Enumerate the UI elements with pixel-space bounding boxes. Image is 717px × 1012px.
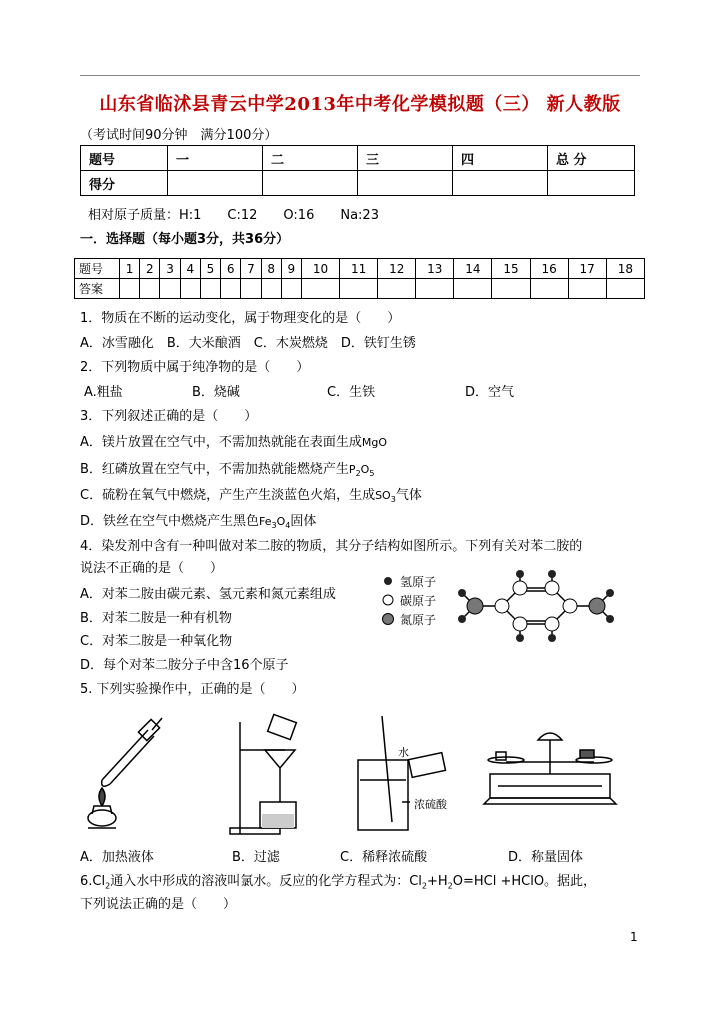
answer-cell[interactable] xyxy=(200,279,220,299)
q3-b-sub1: 2 xyxy=(355,469,361,479)
answer-label: 答案 xyxy=(75,279,120,299)
page-title: 山东省临沭县青云中学2013年中考化学模拟题（三） 新人教版 xyxy=(99,94,621,115)
filtration-icon xyxy=(230,714,296,834)
fig-label-water: 水 xyxy=(398,746,409,759)
q6-sub2: 2 xyxy=(421,881,427,891)
score-cell[interactable] xyxy=(548,171,635,196)
q5-label-d: D．称量固体 xyxy=(508,850,584,865)
q6-stem-line2: 下列说法正确的是（ ） xyxy=(80,897,237,912)
q3-b-sub2: 5 xyxy=(369,469,375,479)
answer-value-row xyxy=(75,279,645,299)
q6-sub1: 2 xyxy=(105,881,111,891)
q5-label-b: B．过滤 xyxy=(232,850,280,865)
q3-b-o: O xyxy=(360,463,370,476)
balance-icon xyxy=(484,733,616,804)
q3-d-sub1: 3 xyxy=(271,521,277,531)
fig-label-acid: 浓硫酸 xyxy=(414,798,447,811)
q3-c-so: SO xyxy=(375,489,391,502)
answer-number-cell: 5 xyxy=(200,259,220,279)
section1-title: 一．选择题（每小题3分，共36分） xyxy=(80,232,290,247)
legend-hydrogen: 氢原子 xyxy=(400,575,437,589)
answer-cell[interactable] xyxy=(160,279,180,299)
q3-c-sub: 3 xyxy=(390,495,396,505)
q3-d-o: O xyxy=(276,515,286,528)
answer-number-cell: 11 xyxy=(340,259,378,279)
answer-cell[interactable] xyxy=(180,279,200,299)
q3-stem: 3．下列叙述正确的是（ ） xyxy=(80,409,258,424)
q3-a-text: A．镁片放置在空气中，不需加热就能在表面生成 xyxy=(80,435,362,450)
q3-d-post: 固体 xyxy=(290,514,317,529)
q5-figures xyxy=(80,710,640,840)
q3-b-p: P xyxy=(348,463,356,476)
carbon-legend-icon xyxy=(383,595,393,605)
q1-stem: 1．物质在不断的运动变化，属于物理变化的是（ ） xyxy=(80,311,401,326)
score-row-label: 得分 xyxy=(81,171,168,196)
q2-option-d: D．空气 xyxy=(465,385,515,400)
q4-stem-line2: 说法不正确的是（ ） xyxy=(80,561,224,576)
nitrogen-legend-icon xyxy=(383,614,394,625)
answer-number-cell: 9 xyxy=(281,259,301,279)
q3-b-formula xyxy=(348,463,375,479)
answer-number-cell: 6 xyxy=(221,259,241,279)
q1-options: A．冰雪融化 B．大米酿酒 C．木炭燃烧 D．铁钉生锈 xyxy=(80,336,416,351)
hydrogen-legend-icon xyxy=(384,577,392,585)
score-value-row xyxy=(81,171,635,196)
q2-stem: 2．下列物质中属于纯净物的是（ ） xyxy=(80,360,310,375)
q5-label-c: C．稀释浓硫酸 xyxy=(340,850,428,865)
q3-option-a xyxy=(80,431,387,450)
score-cell[interactable] xyxy=(358,171,453,196)
dilute-acid-icon xyxy=(358,716,445,830)
answer-cell[interactable] xyxy=(301,279,339,299)
q3-option-c xyxy=(80,484,422,504)
score-header-cell: 四 xyxy=(453,146,548,171)
answer-cell[interactable] xyxy=(140,279,160,299)
q3-c-formula xyxy=(375,489,396,505)
heating-liquid-icon xyxy=(88,718,162,828)
q2-option-c: C．生铁 xyxy=(327,385,376,400)
score-cell[interactable] xyxy=(453,171,548,196)
molecule-figure xyxy=(380,568,660,646)
answer-cell[interactable] xyxy=(530,279,568,299)
answer-cell[interactable] xyxy=(378,279,416,299)
score-header-cell: 总 分 xyxy=(548,146,635,171)
q6-sub3: 2 xyxy=(447,881,453,891)
answer-number-cell: 2 xyxy=(140,259,160,279)
score-cell[interactable] xyxy=(168,171,263,196)
answer-number-cell: 1 xyxy=(120,259,140,279)
answer-cell[interactable] xyxy=(221,279,241,299)
q3-option-b xyxy=(80,458,374,478)
score-header-cell: 一 xyxy=(168,146,263,171)
q3-option-d xyxy=(80,510,316,530)
q5-label-a: A．加热液体 xyxy=(80,850,154,865)
answer-number-row xyxy=(75,259,645,279)
header-rule xyxy=(80,75,640,76)
q4-option-c: C．对苯二胺是一种氧化物 xyxy=(80,634,233,649)
answer-number-cell: 4 xyxy=(180,259,200,279)
answer-cell[interactable] xyxy=(340,279,378,299)
q2-option-a: A.粗盐 xyxy=(84,385,123,400)
bonds xyxy=(462,574,610,638)
answer-number-cell: 8 xyxy=(261,259,281,279)
legend-nitrogen: 氮原子 xyxy=(400,613,437,627)
q3-d-fe: Fe xyxy=(259,515,272,528)
exam-info: （考试时间90分钟 满分100分） xyxy=(80,128,278,143)
score-header-cell: 题号 xyxy=(81,146,168,171)
q4-option-b: B．对苯二胺是一种有机物 xyxy=(80,611,232,626)
answer-label: 题号 xyxy=(75,259,120,279)
answer-table xyxy=(74,258,645,299)
answer-cell[interactable] xyxy=(281,279,301,299)
q3-c-text: C．硫粉在氧气中燃烧，产生产生淡蓝色火焰，生成 xyxy=(80,488,376,503)
q5-stem: 5. 下列实验操作中，正确的是（ ） xyxy=(80,682,305,697)
score-header-row xyxy=(81,146,635,171)
q2-option-b: B．烧碱 xyxy=(192,385,240,400)
answer-number-cell: 16 xyxy=(530,259,568,279)
answer-cell[interactable] xyxy=(606,279,644,299)
q6-text-a: 6.Cl xyxy=(80,874,106,889)
answer-cell[interactable] xyxy=(454,279,492,299)
score-header-cell: 三 xyxy=(358,146,453,171)
q6-text-b: 通入水中形成的溶液叫氯水。反应的化学方程式为：Cl xyxy=(110,874,422,889)
answer-number-cell: 17 xyxy=(568,259,606,279)
q3-d-text: D．铁丝在空气中燃烧产生黑色 xyxy=(80,514,260,529)
answer-cell[interactable] xyxy=(568,279,606,299)
q6-stem-line1 xyxy=(80,870,596,891)
answer-number-cell: 10 xyxy=(301,259,339,279)
answer-cell[interactable] xyxy=(416,279,454,299)
score-cell[interactable] xyxy=(263,171,358,196)
q4-stem-line1: 4．染发剂中含有一种叫做对苯二胺的物质，其分子结构如图所示。下列有关对苯二胺的 xyxy=(80,539,583,554)
answer-cell[interactable] xyxy=(492,279,530,299)
answer-cell[interactable] xyxy=(241,279,261,299)
q3-b-text: B．红磷放置在空气中，不需加热就能燃烧产生 xyxy=(80,462,349,477)
q6-text-d: O=HCl +HClO。据此， xyxy=(452,874,597,889)
answer-cell[interactable] xyxy=(120,279,140,299)
answer-number-cell: 12 xyxy=(378,259,416,279)
q4-option-d: D．每个对苯二胺分子中含16个原子 xyxy=(80,658,289,673)
legend-carbon: 碳原子 xyxy=(400,594,437,608)
answer-number-cell: 18 xyxy=(606,259,644,279)
answer-number-cell: 7 xyxy=(241,259,261,279)
answer-number-cell: 15 xyxy=(492,259,530,279)
lab-apparatus-illustrations xyxy=(80,710,640,840)
answer-number-cell: 14 xyxy=(454,259,492,279)
score-header-cell: 二 xyxy=(263,146,358,171)
q3-c-post: 气体 xyxy=(395,488,422,503)
atomic-mass: 相对原子质量：H:1 C:12 O:16 Na:23 xyxy=(88,208,379,223)
q3-d-sub2: 4 xyxy=(285,521,291,531)
answer-cell[interactable] xyxy=(261,279,281,299)
q3-a-formula: MgO xyxy=(361,436,388,449)
q6-text-c: +H xyxy=(426,874,448,889)
q4-option-a: A．对苯二胺由碳元素、氢元素和氮元素组成 xyxy=(80,587,336,602)
answer-number-cell: 13 xyxy=(416,259,454,279)
page-number: 1 xyxy=(630,930,638,944)
score-table xyxy=(80,145,635,196)
q3-d-formula xyxy=(259,515,291,531)
answer-number-cell: 3 xyxy=(160,259,180,279)
